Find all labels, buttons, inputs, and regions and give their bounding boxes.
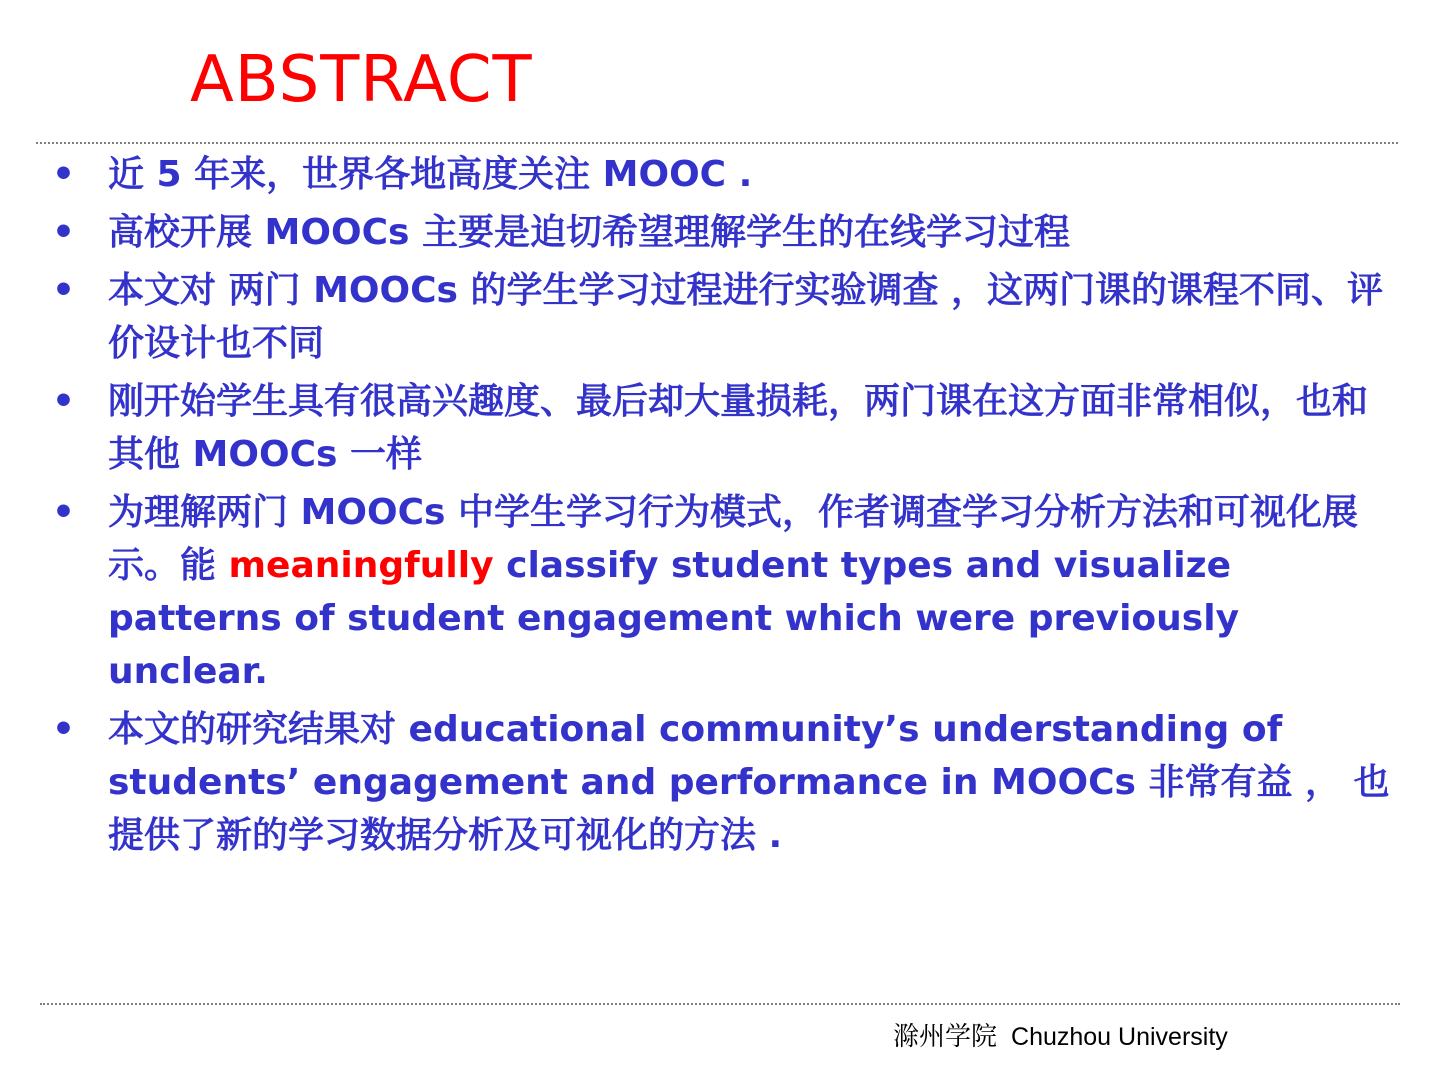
bullet-text: 高校开展 MOOCs 主要是迫切希望理解学生的在线学习过程 <box>108 212 1070 253</box>
top-divider <box>36 142 1398 144</box>
footer-en: Chuzhou University <box>1011 1023 1228 1051</box>
bottom-divider <box>40 1003 1400 1005</box>
bullet-text-part: 为理解两门 MOOCs 中学生学习行为模式，作者调查学习分析方法和可视化展示。能 <box>108 492 1358 586</box>
slide-title: ABSTRACT <box>190 43 533 117</box>
bullet-dot-icon: • <box>52 381 76 422</box>
highlight-word: meaningfully <box>228 545 494 586</box>
bullet-dot-icon: • <box>52 154 76 195</box>
bullet-item <box>52 206 1402 259</box>
bullet-dot-icon: • <box>52 492 76 533</box>
bullet-text: 本文对 两门 MOOCs 的学生学习过程进行实验调查 ，这两门课的课程不同、评价设计也不同 <box>108 270 1384 364</box>
bullet-item <box>52 375 1402 481</box>
bullet-text: 本文的研究结果对 educational community’s understanding of students’ engagement and performance in MOOCs 非常有益 ， 也提供了新的学习数据分析及可视化的方法 . <box>108 709 1390 856</box>
bullet-dot-icon: • <box>52 709 76 750</box>
bullet-text-part: classify student types and visualize patterns of student engagement which were previously unclear. <box>108 545 1240 692</box>
footer-cn: 滁州学院 <box>893 1022 998 1052</box>
bullet-item <box>52 486 1402 698</box>
bullet-dot-icon: • <box>52 270 76 311</box>
bullet-text: 刚开始学生具有很高兴趣度、最后却大量损耗，两门课在这方面非常相似，也和其他 MOOCs 一样 <box>108 381 1369 475</box>
bullet-item <box>52 703 1402 862</box>
bullet-list <box>52 148 1402 867</box>
bullet-item <box>52 264 1402 370</box>
bullet-dot-icon: • <box>52 212 76 253</box>
bullet-item <box>52 148 1402 201</box>
footer <box>893 1016 1228 1053</box>
bullet-text: 近 5 年来，世界各地高度关注 MOOC . <box>108 154 753 195</box>
